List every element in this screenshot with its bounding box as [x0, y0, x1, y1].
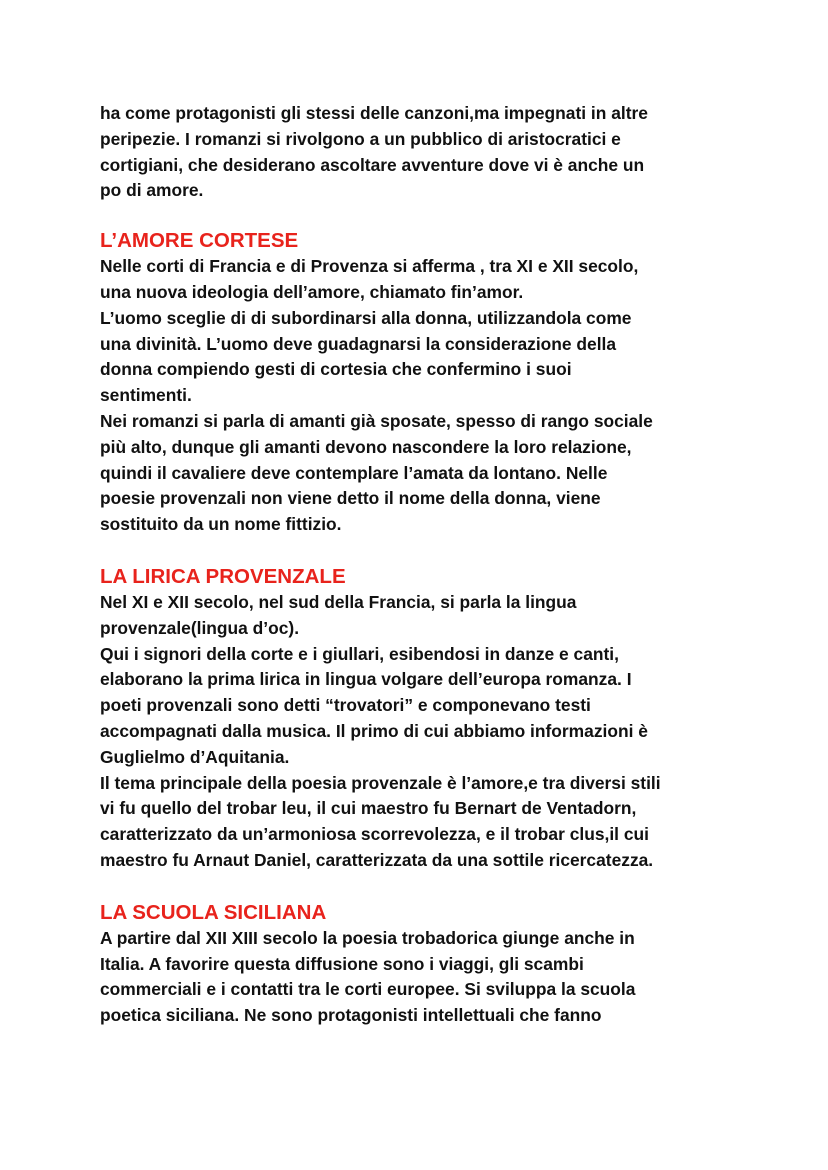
- text-line: ha come protagonisti gli stessi delle canzoni,ma impegnati in altre: [100, 103, 648, 123]
- section-lirica-provenzale: [100, 564, 740, 874]
- section-heading: L’AMORE CORTESE: [100, 229, 299, 253]
- text-line: provenzale(lingua d’oc).: [100, 617, 300, 638]
- text-line: poetica siciliana. Ne sono protagonisti intellettuali che fanno: [100, 1005, 602, 1026]
- text-line: poeti provenzali sono detti “trovatori” e componevano testi: [100, 695, 591, 716]
- section-scuola-siciliana: [100, 900, 740, 1029]
- text-line: Nelle corti di Francia e di Provenza si afferma , tra XI e XII secolo,: [100, 256, 639, 277]
- text-line: maestro fu Arnaut Daniel, caratterizzata da una sottile ricercatezza.: [100, 849, 654, 870]
- text-line: A partire dal XII XIII secolo la poesia trobadorica giunge anche in: [100, 927, 635, 948]
- text-line: accompagnati dalla musica. Il primo di cui abbiamo informazioni è: [100, 720, 648, 741]
- text-line: più alto, dunque gli amanti devono nascondere la loro relazione,: [100, 436, 632, 457]
- text-line: po di amore.: [100, 180, 204, 201]
- text-line: peripezie. I romanzi si rivolgono a un pubblico di aristocratici e: [100, 128, 621, 149]
- text-line: L’uomo sceglie di di subordinarsi alla donna, utilizzandola come: [100, 307, 632, 328]
- document-page: [100, 101, 740, 1029]
- text-line: una nuova ideologia dell’amore, chiamato fin’amor.: [100, 281, 524, 302]
- text-line: donna compiendo gesti di cortesia che confermino i suoi: [100, 359, 572, 380]
- text-line: cortigiani, che desiderano ascoltare avventure dove vi è anche un: [100, 154, 645, 175]
- section-amore-cortese: [100, 228, 740, 538]
- text-line: Italia. A favorire questa diffusione sono i viaggi, gli scambi: [100, 953, 584, 974]
- text-line: poesie provenzali non viene detto il nome della donna, viene: [100, 488, 601, 509]
- section-heading: LA SCUOLA SICILIANA: [100, 900, 327, 924]
- text-line: sentimenti.: [100, 385, 192, 406]
- section-heading: LA LIRICA PROVENZALE: [100, 564, 346, 588]
- section-paragraph: [100, 590, 740, 874]
- text-line: Nel XI e XII secolo, nel sud della Francia, si parla la lingua: [100, 591, 577, 612]
- text-line: sostituito da un nome fittizio.: [100, 514, 342, 535]
- text-line: vi fu quello del trobar leu, il cui maestro fu Bernart de Ventadorn,: [100, 798, 637, 819]
- text-line: Guglielmo d’Aquitania.: [100, 746, 290, 767]
- text-line: quindi il cavaliere deve contemplare l’amata da lontano. Nelle: [100, 462, 608, 483]
- section-paragraph: [100, 926, 740, 1029]
- intro-paragraph: [100, 101, 740, 204]
- text-line: elaborano la prima lirica in lingua volgare dell’europa romanza. I: [100, 669, 632, 690]
- section-paragraph: [100, 254, 740, 538]
- text-line: commerciali e i contatti tra le corti europee. Si sviluppa la scuola: [100, 979, 636, 1000]
- text-line: una divinità. L’uomo deve guadagnarsi la considerazione della: [100, 333, 617, 354]
- text-line: Qui i signori della corte e i giullari, esibendosi in danze e canti,: [100, 643, 619, 664]
- text-line: Nei romanzi si parla di amanti già sposate, spesso di rango sociale: [100, 410, 653, 431]
- text-line: caratterizzato da un’armoniosa scorrevolezza, e il trobar clus,il cui: [100, 824, 649, 845]
- text-line: Il tema principale della poesia provenzale è l’amore,e tra diversi stili: [100, 772, 661, 793]
